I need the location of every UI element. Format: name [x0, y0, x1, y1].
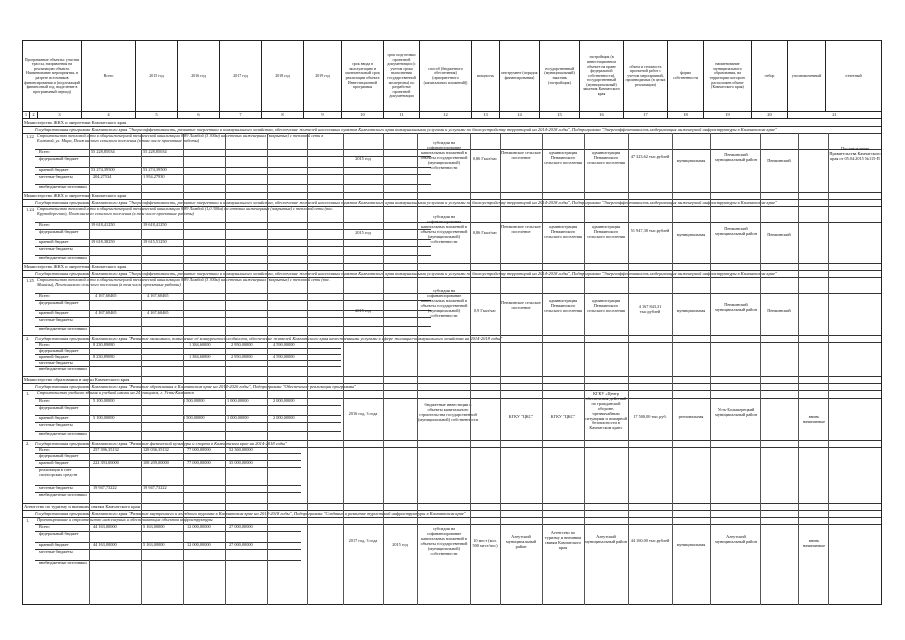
row-label: Всего	[39, 525, 50, 529]
value-total: 19 618,38250	[91, 239, 115, 244]
column-number: 2	[30, 112, 38, 119]
value-2017: 2 950,00000	[231, 342, 253, 347]
value-2015: 5 163,00000	[143, 524, 165, 529]
value-2016: 1 384,60000	[189, 342, 211, 347]
selection: Пенжинский	[767, 159, 791, 163]
ownership: муниципальная	[676, 159, 706, 163]
section-title: Министерство образования и науки Камчатского края	[24, 377, 130, 382]
row-label: Всего	[39, 294, 50, 298]
tool: Алеутский муниципальный район	[506, 535, 536, 549]
value-2016: 12 000,00000	[187, 542, 211, 547]
value-total: 19 618,41250	[91, 222, 115, 227]
value-2015: 4 167,60465	[147, 293, 169, 298]
column-number: 20	[752, 112, 788, 119]
header-cell: отбор	[752, 40, 788, 112]
builder: администрация Пенжинского сельского поселения	[587, 299, 625, 313]
value-total: 4 167,60465	[95, 310, 117, 315]
value-2015: 19 618,41250	[143, 222, 167, 227]
value-total: 4 167,60465	[95, 293, 117, 298]
item-number: 2.	[26, 336, 30, 341]
row-label: внебюджетные источники	[39, 256, 87, 260]
funding-method: субсидия на софинансирование капитальных вложений в объекты государственной (муниципальной) собственности	[420, 141, 468, 170]
tool: Пенжинское сельское поселение	[501, 301, 541, 310]
municipality: Пенжинский муниципальный район	[715, 153, 757, 162]
ownership: муниципальная	[676, 543, 706, 547]
value-2016: 1 500,00000	[183, 415, 205, 420]
tool: Пенжинское сельское поселение	[501, 225, 541, 234]
ownership: муниципальная	[676, 309, 706, 313]
capacity: 0,86 Гкал/час	[472, 157, 498, 161]
ownership: муниципальная	[676, 233, 706, 237]
commissioning-year: 2015 год	[355, 157, 371, 161]
value-total: 44 163,00000	[93, 524, 117, 529]
value-2017: 1 000,00000	[227, 398, 249, 403]
table-body	[22, 119, 882, 605]
row-label: внебюджетные источники	[39, 327, 87, 331]
row-label: местные бюджеты	[39, 318, 73, 322]
cost: 47 323,62 тыс.рублей	[630, 155, 670, 159]
column-number: 14	[500, 112, 540, 119]
column-number: 12	[420, 112, 472, 119]
program-title: Государственная программа Камчатского края "Развитие физической культуры и спорта в Камчатском крае на 2014-2018 годы"	[35, 441, 287, 446]
item-number: 1.25	[26, 278, 34, 283]
header-cell: инструмент (порядок финансирования)	[500, 40, 540, 112]
header-cell: застройщик (в инвестиционном объекте на праве федеральной собственности), государственный (муниципальный) заказчик Камчатского края	[580, 40, 624, 112]
document-sheet	[22, 40, 882, 605]
value-2018: 4 590,00000	[273, 354, 295, 359]
row-label: федеральный бюджет	[39, 454, 79, 458]
object-title: Строительство тепловой сети в общеинженерной технической канализации 0,89 Ламбой (3 300м) на сетевых инженерных (закрытых) с тепловой сети (пос. Манилы), Пенжинского сельского поселения (в том числе проектные работы)	[37, 278, 331, 287]
customer: администрация Пенжинского сельского поселения	[544, 299, 582, 313]
value-2015: 5 163,00000	[143, 542, 165, 547]
builder: администрация Пенжинского сельского поселения	[587, 225, 625, 239]
customer: Агентство по туризму и внешним связям Камчатского края	[544, 531, 582, 550]
value-2018: 2 000,00000	[273, 415, 295, 420]
row-label: федеральный бюджет	[39, 406, 79, 410]
item-number: 1.	[26, 518, 30, 523]
header-cell: срок ввода в эксплуатацию и окончательный срок реализации объекта Инвестиционной программы	[342, 40, 384, 112]
column-number: 1	[22, 112, 30, 119]
value-total: 204,27534	[93, 174, 112, 179]
commissioning-year: 2017 год, 3 года	[348, 539, 378, 543]
capacity: 0,9 Гкал/час	[473, 309, 497, 313]
builder: КГКУ «Центр обеспечения действий по гражданской обороне, чрезвычайным ситуациям и пожарной безопасности в Камчатском крае»	[585, 392, 627, 431]
value-2017: 1 000,00000	[227, 415, 249, 420]
section-title: Агентство по туризму и внешним связям Камчатского края	[24, 504, 140, 509]
header-cell: Всего	[82, 40, 136, 112]
value-2016: 1 384,60000	[189, 354, 211, 359]
header-cell: государственный (муниципальный) заказчик (застройщик)	[540, 40, 580, 112]
column-number: 5	[136, 112, 178, 119]
row-label: федеральный бюджет	[39, 157, 79, 161]
column-number-row	[22, 112, 882, 119]
builder: Алеутский муниципальный район	[585, 535, 627, 544]
header-cell: уполномоченный	[788, 40, 826, 112]
program-title: Государственная программа Камчатского края "Энергоэффективность, развитие энергетики и коммунального хозяйства, обеспечение жителей населенных пунктов Камчатского края коммунальными услугами и услугами по благоустройству территорий на 2014-2018 годы", Подпрограмма "Энергоэффективность модернизация инженерной инфраструктуры в Камчатском крае"	[35, 127, 778, 132]
program-title: Государственная программа Камчатского края "Развитие образования в Камчатском крае на 2014-2020 годы", Подпрограмма "Обеспечение реализации программы"	[35, 384, 357, 389]
column-number: 3	[38, 112, 82, 119]
value-2015: 19 615,51250	[143, 239, 167, 244]
column-number: 19	[704, 112, 752, 119]
object-title: Проектирование и строительство инженерных и обеспечивающих объектов инфраструктуры	[37, 518, 213, 522]
row-label: Всего	[39, 150, 50, 154]
value-total: 5 100,00000	[93, 415, 115, 420]
header-cell: форма собственности	[668, 40, 704, 112]
row-label: федеральный бюджет	[39, 532, 79, 536]
commissioning-year: 2016 год, 3 года	[348, 412, 378, 416]
value-2017: 35 000,00000	[229, 460, 253, 465]
value-2015: 1 954,27930	[143, 174, 165, 179]
capacity: 0,86 Гкал/час	[472, 231, 498, 235]
row-label: внебюджетные источники	[39, 561, 87, 565]
value-total: 55 228,85034	[91, 149, 115, 154]
commissioning-year: 2015 год	[355, 309, 371, 313]
row-label: Всего	[39, 223, 50, 227]
object-title: Строительство тепловой сети в общеинженерной технической канализации 0,89 Ламбой (3 300м) на сетевых инженерных (закрытых) с тепловой сети в Елизовой, ул. Мира, Пенжинского сельского поселения (в том числе проектные работы)	[37, 134, 324, 143]
header-cell: наименование муниципального образования, на территории которого расположен объект (Камчатского края)	[704, 40, 752, 112]
value-total: 53 274,39500	[91, 167, 115, 172]
design-year: 2015 год	[392, 543, 408, 547]
row-label: Всего	[39, 399, 50, 403]
tool: Пенжинское сельское поселение	[501, 151, 541, 160]
cost: 4 167 843,31 тыс.рублей	[638, 305, 662, 314]
header-cell: отчетный	[826, 40, 882, 112]
column-number: 21	[788, 112, 882, 119]
row-label: внебюджетные источники	[39, 493, 87, 497]
value-2016: 12 000,00000	[187, 524, 211, 529]
value-2015: 55 228,85034	[143, 149, 167, 154]
cost: 17 500,00 тыс.руб.	[633, 415, 667, 419]
header-cell: мощность	[472, 40, 500, 112]
column-number: 4	[82, 112, 136, 119]
row-label: федеральный бюджет	[39, 230, 79, 234]
row-label: местные бюджеты	[39, 361, 73, 365]
item-number: 1.	[26, 391, 30, 396]
row-label: местные бюджеты	[39, 423, 73, 427]
row-label: местные бюджеты	[39, 486, 73, 490]
value-total: 8 230,89080	[93, 342, 115, 347]
item-number: 1.24	[26, 207, 34, 212]
value-2015: 19 947,73222	[143, 485, 167, 490]
section-title: Министерство ЖКХ и энергетики Камчатского края	[24, 120, 127, 125]
builder: администрация Пенжинского сельского поселения	[587, 151, 625, 165]
row-label: внебюджетные источники	[39, 185, 87, 189]
municipality: Алеутский муниципальный район	[715, 535, 757, 544]
value-2015: 4 167,60465	[147, 310, 169, 315]
object-title: Строительство учебного здания и учебной школы на 24 учащихся, г. Усть-Камчатск	[37, 391, 195, 395]
tool: КГКУ "ЦКС"	[508, 415, 534, 419]
value-2016: 77 000,00000	[187, 460, 211, 465]
column-number: 18	[668, 112, 704, 119]
row-label: внебюджетные источники	[39, 432, 87, 436]
value-total: 5 100,00000	[93, 398, 115, 403]
row-label: местные бюджеты	[39, 175, 73, 179]
value-total: 222 393,00000	[93, 460, 119, 465]
value-2018: 2 000,00000	[273, 398, 295, 403]
municipality: Пенжинский муниципальный район	[715, 303, 757, 312]
header-cell: срок подготовки проектной документации (с учетом срока выполнения государственной экспертизы) по разработке проектной документации	[384, 40, 420, 112]
column-number: 16	[580, 112, 624, 119]
value-2016: 1 500,00000	[183, 398, 205, 403]
municipality: Пенжинский муниципальный район	[715, 227, 757, 236]
capacity: 10 мест (кол. 500 мест/пос)	[472, 539, 498, 548]
row-label: краевой бюджет	[39, 168, 69, 172]
column-number: 11	[384, 112, 420, 119]
value-2017: 52 360,00000	[229, 447, 253, 452]
column-number: 13	[472, 112, 500, 119]
funding-method: субсидия на софинансирование капитальных вложений в объекты государственной (муниципальной) собственности	[420, 289, 468, 318]
row-label: краевой бюджет	[39, 543, 69, 547]
column-number: 10	[342, 112, 384, 119]
ownership: региональная	[678, 415, 704, 419]
funding-method: субсидия на софинансирование капитальных вложений в объекты государственной (муниципальной) собственности	[420, 215, 468, 244]
row-label: федеральный бюджет	[39, 349, 79, 353]
header-cell: объем и стоимость проектной работ с учетом мероприятий, производимых (в целях реализации)	[624, 40, 668, 112]
row-label: местные бюджеты	[39, 247, 73, 251]
column-number: 15	[540, 112, 580, 119]
row-label: внебюджетные источники	[39, 367, 87, 371]
customer: КГКУ "ЦКС"	[550, 415, 576, 419]
funding-method: субсидия на софинансирование капитальных вложений в объекты государственной (муниципальной) собственности	[420, 527, 468, 556]
header-cell: 2015 год	[136, 40, 178, 112]
value-total: 8 230,89080	[93, 354, 115, 359]
report: вновь начинаемые	[802, 539, 826, 548]
selection: Пенжинский	[767, 233, 791, 237]
value-2015: 108 209,00000	[143, 460, 169, 465]
row-label: краевой бюджет	[39, 461, 69, 465]
selection: Пенжинский	[767, 309, 791, 313]
column-number: 6	[178, 112, 220, 119]
column-number: 8	[262, 112, 304, 119]
value-total: 19 947,73222	[93, 485, 117, 490]
commissioning-year: 2015 год	[355, 231, 371, 235]
row-label: краевой бюджет	[39, 311, 69, 315]
row-label: краевой бюджет	[39, 355, 69, 359]
value-2017: 27 000,00000	[229, 542, 253, 547]
value-2015: 128 036,35132	[143, 447, 169, 452]
municipality: Усть-Большерецкий муниципальный район	[715, 408, 757, 417]
section-title: Министерство ЖКХ и энергетики Камчатского края	[24, 193, 127, 198]
header-cell: 2016 год	[178, 40, 220, 112]
item-number: 1.22	[26, 134, 34, 139]
column-number: 9	[304, 112, 342, 119]
header-cell: способ (бюджетного обеспечения) (приоритетного (капитальных вложений))	[420, 40, 472, 112]
program-title: Государственная программа Камчатского края "Развитие внутреннего и въездного туризма в Камчатском крае на 2014-2018 годы", Подпрограмма "Создание и развитие туристской инфраструктуры в Камчатском крае"	[35, 511, 466, 516]
value-2017: 2 950,00000	[231, 354, 253, 359]
column-number: 17	[624, 112, 668, 119]
cost: 51 947,38 тыс.рублей	[630, 229, 670, 233]
row-label: Всего	[39, 448, 50, 452]
report: вновь начинаемые	[802, 415, 826, 424]
row-label: реализация в счет спонсорских средств	[39, 468, 78, 477]
program-title: Государственная программа Камчатского края "Энергоэффективность, развитие энергетики и коммунального хозяйства, обеспечение жителей населенных пунктов Камчатского края коммунальными услугами и услугами по благоустройству территорий на 2014-2018 годы", Подпрограмма "Энергоэффективность модернизация инженерной инфраструктуры в Камчатском крае"	[35, 271, 778, 276]
customer: администрация Пенжинского сельского поселения	[544, 151, 582, 165]
value-total: 44 163,00000	[93, 542, 117, 547]
value-2015: 53 274,39500	[143, 167, 167, 172]
object-title: Строительство тепловой сети в общеинженерной технической канализации 0,89 Ламбой (1,0 300м) на сетевых инженерных (закрытых) с тепловой сети (пос. Крутоберегово), Пенжинского сельского поселения (в том числе проектные работы)	[37, 207, 334, 216]
program-title: Государственная программа Камчатского края "Энергоэффективность, развитие энергетики и коммунального хозяйства, обеспечение жителей населенных пунктов Камчатского края коммунальными услугами и услугами по благоустройству территорий на 2014-2018 годы", Подпрограмма "Энергоэффективность модернизация инженерной инфраструктуры в Камчатском крае"	[35, 200, 778, 205]
value-2016: 77 000,00000	[187, 447, 211, 452]
row-label: краевой бюджет	[39, 416, 69, 420]
row-label: Всего	[39, 343, 50, 347]
value-2017: 27 000,00000	[229, 524, 253, 529]
funding-method: бюджетные инвестиции в объекты капитального строительства государственной (муниципальной) собственности	[418, 403, 478, 422]
header-cell: 2019 год	[304, 40, 342, 112]
report: Постановление Правительства Камчатского края от 05.04.2015 №115-П	[829, 147, 881, 161]
header-cell: 2017 год	[220, 40, 262, 112]
item-number: 2.	[26, 441, 30, 446]
row-label: федеральный бюджет	[39, 301, 79, 305]
cost: 44 160,00 тыс.рублей	[630, 539, 670, 543]
value-2018: 4 590,00000	[273, 342, 295, 347]
section-title: Министерство ЖКХ и энергетики Камчатского края	[24, 264, 127, 269]
row-label: краевой бюджет	[39, 240, 69, 244]
row-label: местные бюджеты	[39, 550, 73, 554]
value-total: 257 396,35132	[93, 447, 119, 452]
header-cell: 2018 год	[262, 40, 304, 112]
table-header	[22, 40, 882, 112]
header-cell: Программные объекты: участки трассы, направления на реализацию объекта. Наименование мероприятия, в разрезе источников финансирования и (подлежащий финансовый год, выделение в программный период)	[22, 40, 82, 112]
column-number: 7	[220, 112, 262, 119]
customer: администрация Пенжинского сельского поселения	[544, 225, 582, 239]
program-title: Государственная программа Камчатского края "Развитие экономики, повышение её конкурентоспособности, обеспечение жителей Камчатского края качественными услугами в сфере жилищно-коммунального хозяйства на 2014-2018 годы"	[35, 336, 503, 341]
